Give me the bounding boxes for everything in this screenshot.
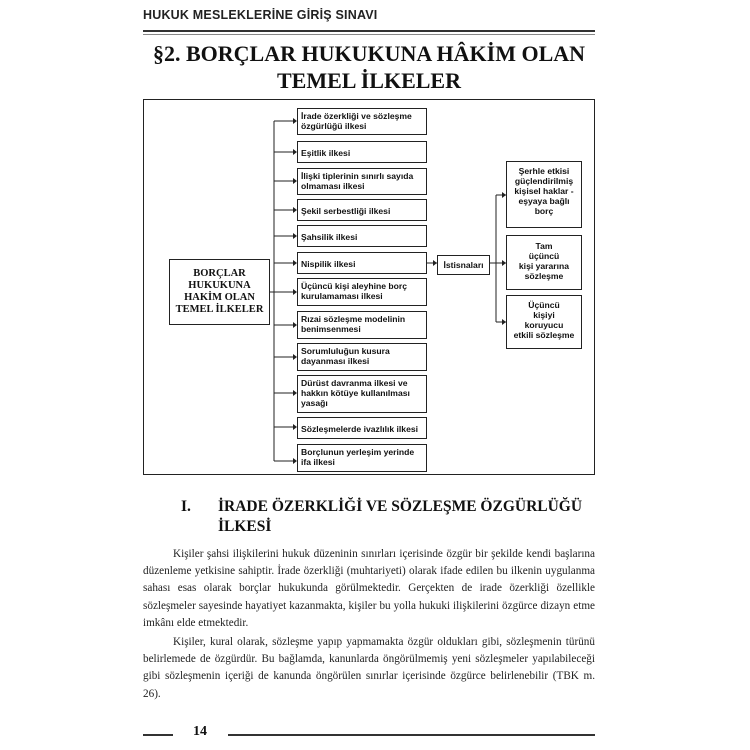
principle-line: Üçüncü kişi aleyhine borç [301,281,408,291]
principle-line: özgürlüğü ilkesi [301,121,367,131]
page-number: 14 [193,724,207,739]
principle-line: dayanması ilkesi [301,356,370,366]
principle-box [297,225,427,247]
principle-line: Sözleşmelerde ivazlılık ilkesi [301,424,419,434]
principle-line: ifa ilkesi [301,457,335,467]
principle-line: Sorumluluğun kusura [301,346,390,356]
paragraph-text: Kişiler, kural olarak, sözleşme yapıp yapmamakta özgür oldukları gibi, sözleşmenin türünü belirlemede de özgürdür. Bu bağlamda, kanunlarda öngörülmemiş yeni sözleşmeler yapılabileceği gibi sözleşmenin içeriği de kanunda öngörülen sınırlar içerisinde özgürce belirlenebilir (TBK m. 26). [143,636,595,700]
principle-box [297,108,427,135]
footer-rule-left [143,734,173,736]
principle-line: Nispilik ilkesi [301,259,356,269]
principle-box [297,444,427,472]
principle-box [297,343,427,371]
principle-box [297,417,427,439]
principle-box [297,311,427,339]
exception-line: kişisel haklar - [514,186,574,196]
exception-line: güçlendirilmiş [514,176,574,186]
principle-line: İrade özerkliği ve sözleşme [301,111,412,121]
principle-line: Şekil serbestliği ilkesi [301,206,391,216]
principle-line: benimsenmesi [301,324,361,334]
principle-line: yasağı [301,398,328,408]
running-header: HUKUK MESLEKLERİNE GİRİŞ SINAVI [143,8,378,22]
exception-box [506,235,582,290]
exception-line: etkili sözleşme [513,330,575,340]
principle-line: Rızai sözleşme modelinin [301,314,406,324]
subsection-title: İRADE ÖZERKLİĞİ VE SÖZLEŞME ÖZGÜRLÜĞÜ İLKESİ [218,498,583,535]
exception-line: koruyucu [524,320,564,330]
exception-line: Şerhle etkisi [518,166,570,176]
principle-box [297,168,427,195]
body-paragraph-1 [143,546,595,632]
exception-line: kişiyi [533,310,555,320]
principle-line: Eşitlik ilkesi [301,148,351,158]
principle-box [297,252,427,274]
principle-box [297,141,427,163]
principle-line: Borçlunun yerleşim yerinde [301,447,415,457]
principle-line: kurulamaması ilkesi [301,291,383,301]
header-rule-thin [143,34,595,35]
exception-line: Tam [535,241,553,251]
root-line: BORÇLAR [193,268,246,279]
paragraph-text: Kişiler şahsi ilişkilerini hukuk düzeninin sınırları içerisinde özgür bir şekilde kendi başlarına düzenleme yetkisine sahiptir. İrade özerkliği (muhtariyeti) olarak ifade edilen bu ilkenin uygulanma sahası esas olarak borçlar hukukunda görülmektedir. Gerçekten de irade özerkliği özellikle sözleşmeler sayesinde hayatiyet kazanmakta, kişiler bu yolla hukuki ilişkilerini özgürce dizayn etme imkânı elde etmektedir. [143,548,595,629]
principle-line: İlişki tiplerinin sınırlı sayıda [301,171,414,181]
header-rule [143,30,595,32]
principles-diagram [143,99,595,475]
principle-box [297,375,427,413]
section-title-line-1: §2. BORÇLAR HUKUKUNA HÂKİM OLAN [152,41,586,66]
footer-rule-right [228,734,595,736]
section-title-line-2: TEMEL İLKELER [276,68,461,93]
exception-line: borç [534,206,554,216]
exception-line: kişi yararına [518,261,570,271]
principle-box [297,199,427,221]
exception-line: eşyaya bağlı [518,196,570,206]
root-line: TEMEL İLKELER [175,304,264,315]
principle-line: Şahsilik ilkesi [301,232,358,242]
principle-line: olmaması ilkesi [301,181,365,191]
body-paragraph-2 [143,634,595,703]
exceptions-label-box: İstisnaları [437,255,490,275]
root-box [169,259,270,325]
subsection-number: I. [181,498,191,515]
section-title [143,40,595,94]
root-line: HAKİM OLAN [184,292,255,303]
exception-box [506,161,582,228]
principle-box [297,278,427,306]
principle-line: Dürüst davranma ilkesi ve [301,378,408,388]
principle-line: hakkın kötüye kullanılması [301,388,410,398]
exception-box [506,295,582,349]
root-line: HUKUKUNA [188,280,251,291]
exception-line: sözleşme [524,271,564,281]
exception-line: Üçüncü [528,300,560,310]
exception-line: üçüncü [528,251,560,261]
